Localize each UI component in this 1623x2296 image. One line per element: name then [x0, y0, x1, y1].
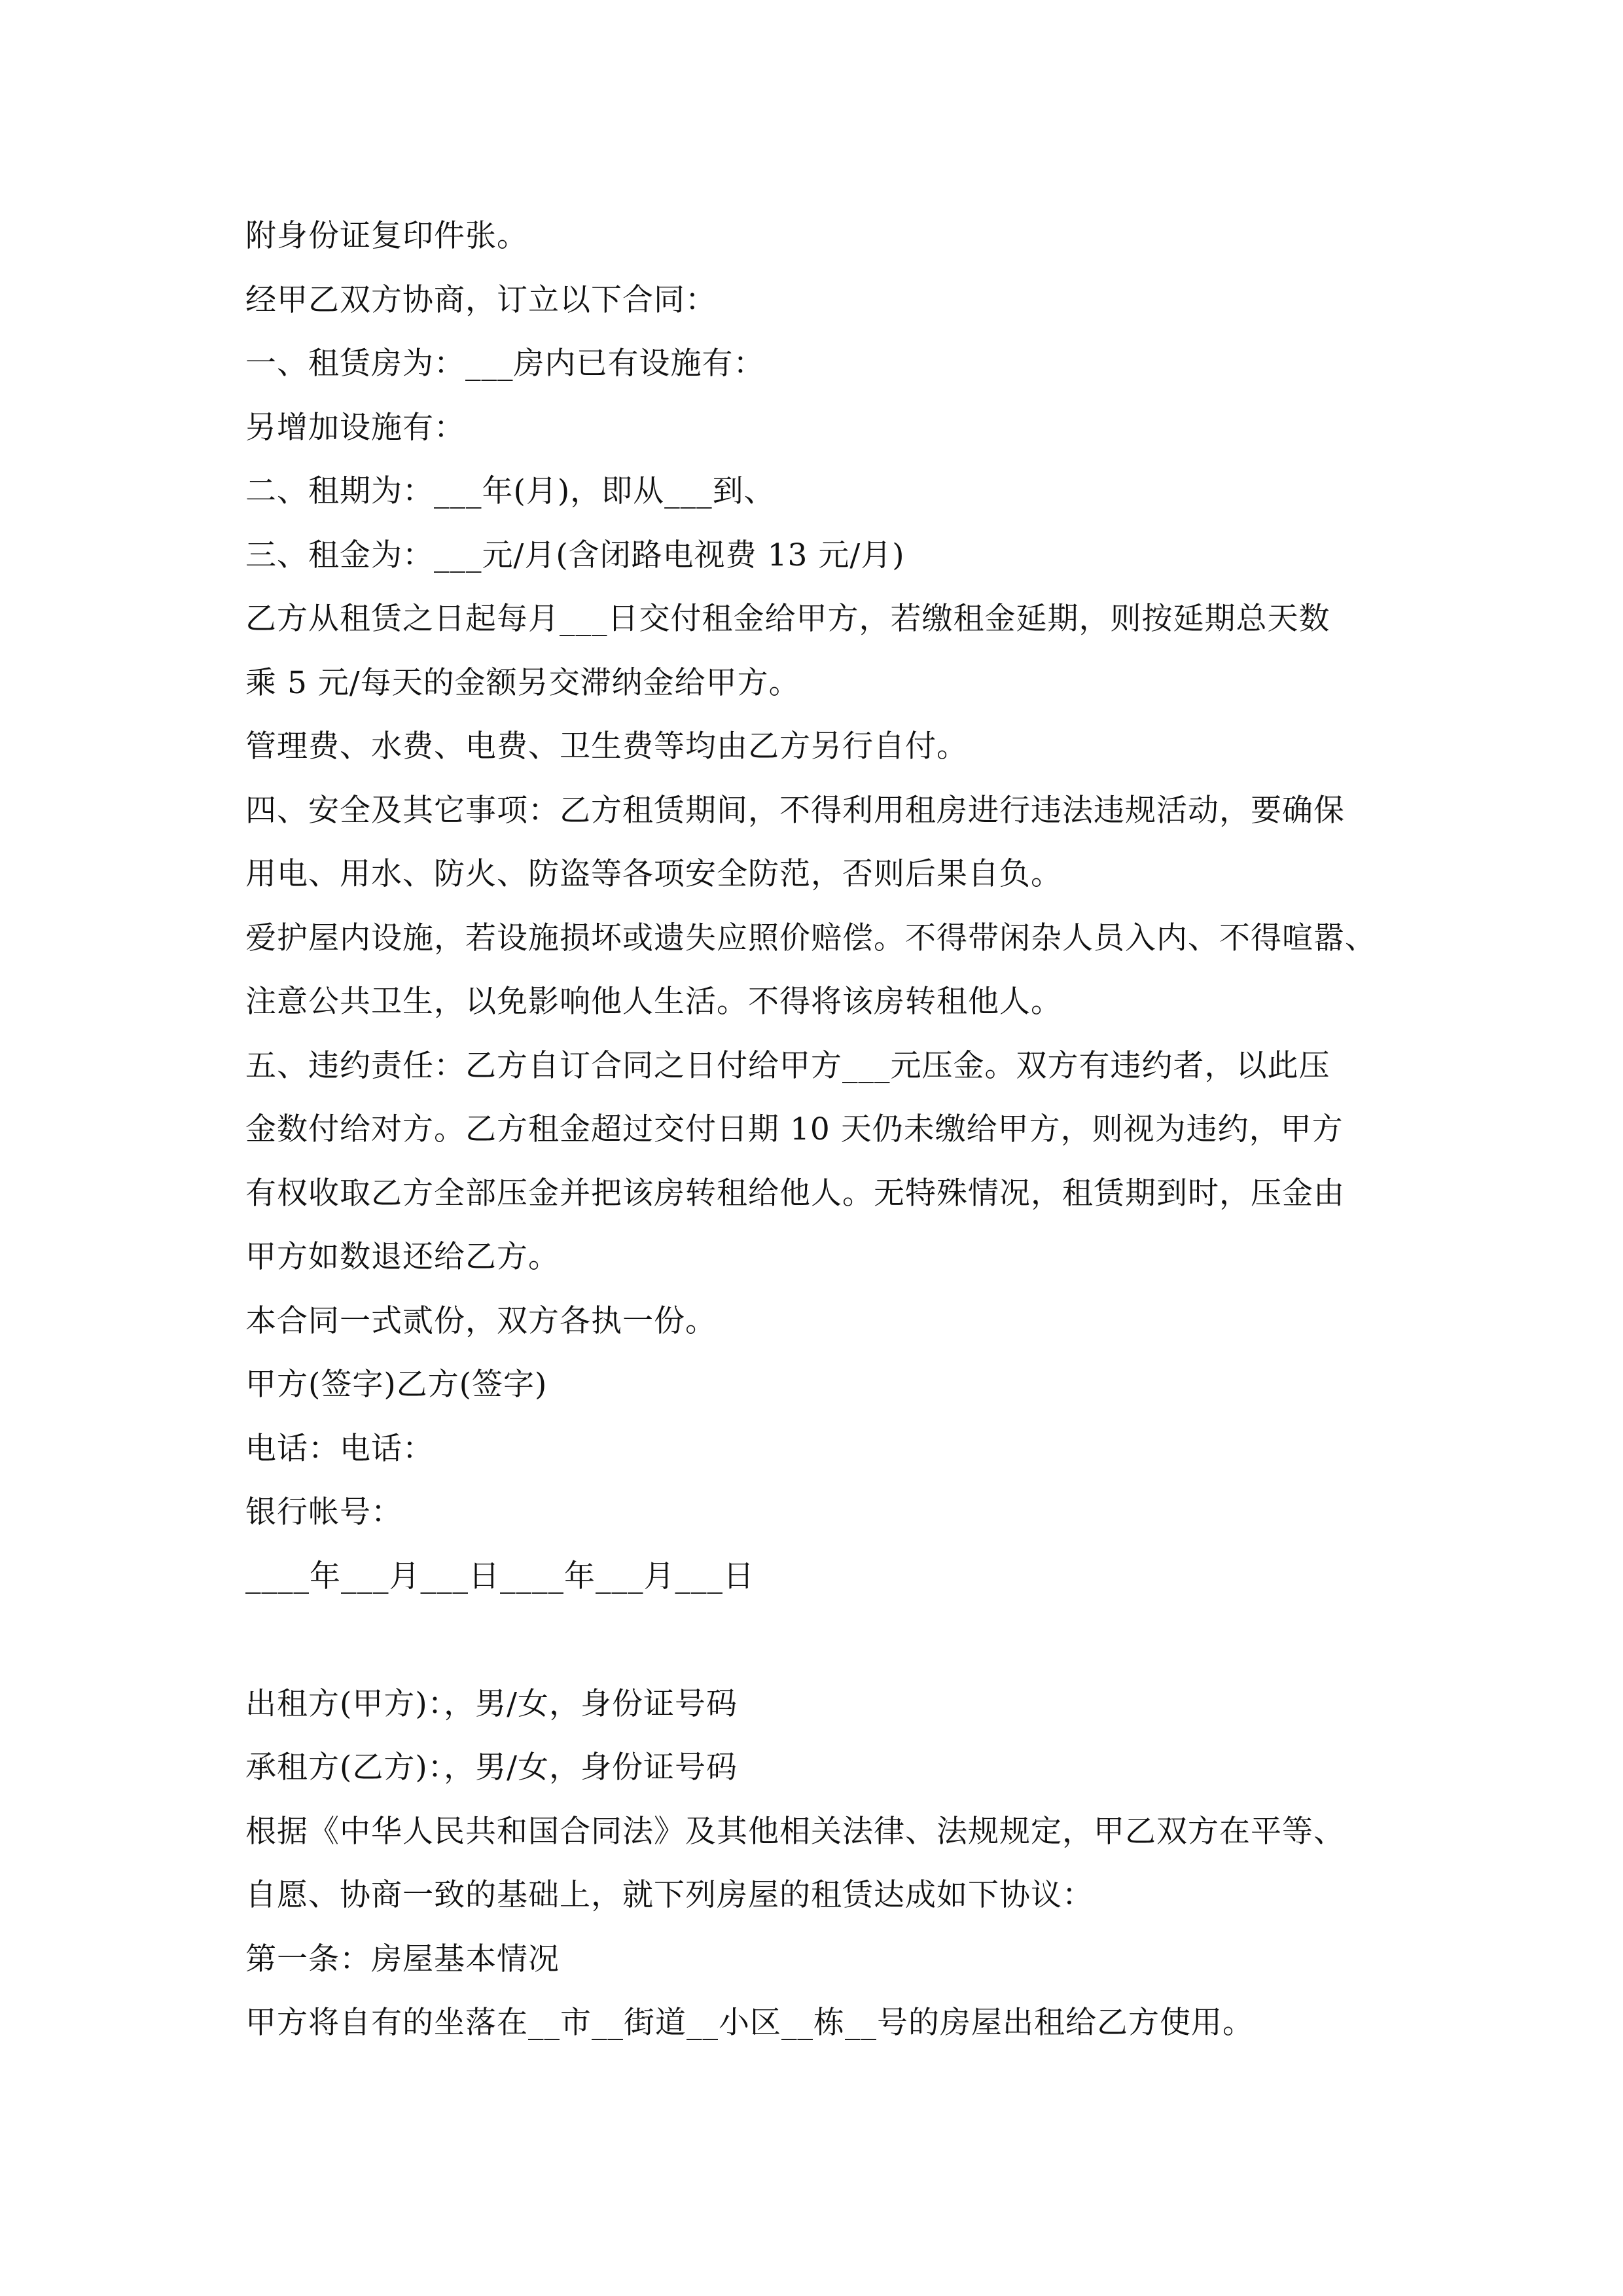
text-line: 用电、用水、防火、防盗等各项安全防范，否则后果自负。	[245, 856, 1062, 892]
phone-line: 电话：电话：	[245, 1430, 434, 1467]
article-heading: 第一条：房屋基本情况	[245, 1941, 560, 1977]
text-line: 注意公共卫生，以免影响他人生活。不得将该房转租他人。	[245, 984, 1062, 1020]
text-line: 甲方将自有的坐落在__市__街道__小区__栋__号的房屋出租给乙方使用。	[245, 2005, 1254, 2041]
text-line: 爱护屋内设施，若设施损坏或遗失应照价赔偿。不得带闲杂人员入内、不得喧嚣、	[245, 920, 1376, 956]
lessor-line: 出租方(甲方)：，男/女，身份证号码	[245, 1685, 738, 1722]
text-line: 甲方如数退还给乙方。	[245, 1239, 560, 1275]
text-line: 自愿、协商一致的基础上，就下列房屋的租赁达成如下协议：	[245, 1877, 1094, 1913]
section-spacer	[245, 1608, 1384, 1672]
lessee-line: 承租方(乙方)：，男/女，身份证号码	[245, 1749, 738, 1785]
text-line: 乙方从租赁之日起每月___日交付租金给甲方，若缴租金延期，则按延期总天数	[245, 601, 1330, 637]
text-line: 有权收取乙方全部压金并把该房转租给他人。无特殊情况，租赁期到时，压金由	[245, 1175, 1345, 1211]
clause-heading: 二、租期为：___年(月)，即从___到、	[245, 473, 776, 509]
text-line: 附身份证复印件张。	[245, 218, 528, 254]
bank-account-line: 银行帐号：	[245, 1494, 402, 1530]
text-line: 另增加设施有：	[245, 409, 465, 446]
clause-heading: 五、违约责任：乙方自订合同之日付给甲方___元压金。双方有违约者，以此压	[245, 1047, 1330, 1084]
text-line: 经甲乙双方协商，订立以下合同：	[245, 281, 717, 318]
clause-heading: 四、安全及其它事项：乙方租赁期间，不得利用租房进行违法违规活动，要确保	[245, 792, 1345, 829]
clause-heading: 三、租金为：___元/月(含闭路电视费 13 元/月)	[245, 537, 905, 573]
date-line: ____年___月___日____年___月___日	[245, 1558, 755, 1594]
text-line: 金数付给对方。乙方租金超过交付日期 10 天仍未缴给甲方，则视为违约，甲方	[245, 1111, 1344, 1147]
clause-heading: 一、租赁房为：___房内已有设施有：	[245, 346, 765, 382]
text-line: 根据《中华人民共和国合同法》及其他相关法律、法规规定，甲乙双方在平等、	[245, 1813, 1345, 1850]
text-line: 管理费、水费、电费、卫生费等均由乙方另行自付。	[245, 728, 968, 764]
text-line: 本合同一式贰份，双方各执一份。	[245, 1302, 717, 1339]
contract-text	[245, 204, 1384, 2055]
signature-line: 甲方(签字)乙方(签字)	[245, 1367, 548, 1403]
text-line: 乘 5 元/每天的金额另交滞纳金给甲方。	[245, 664, 800, 701]
